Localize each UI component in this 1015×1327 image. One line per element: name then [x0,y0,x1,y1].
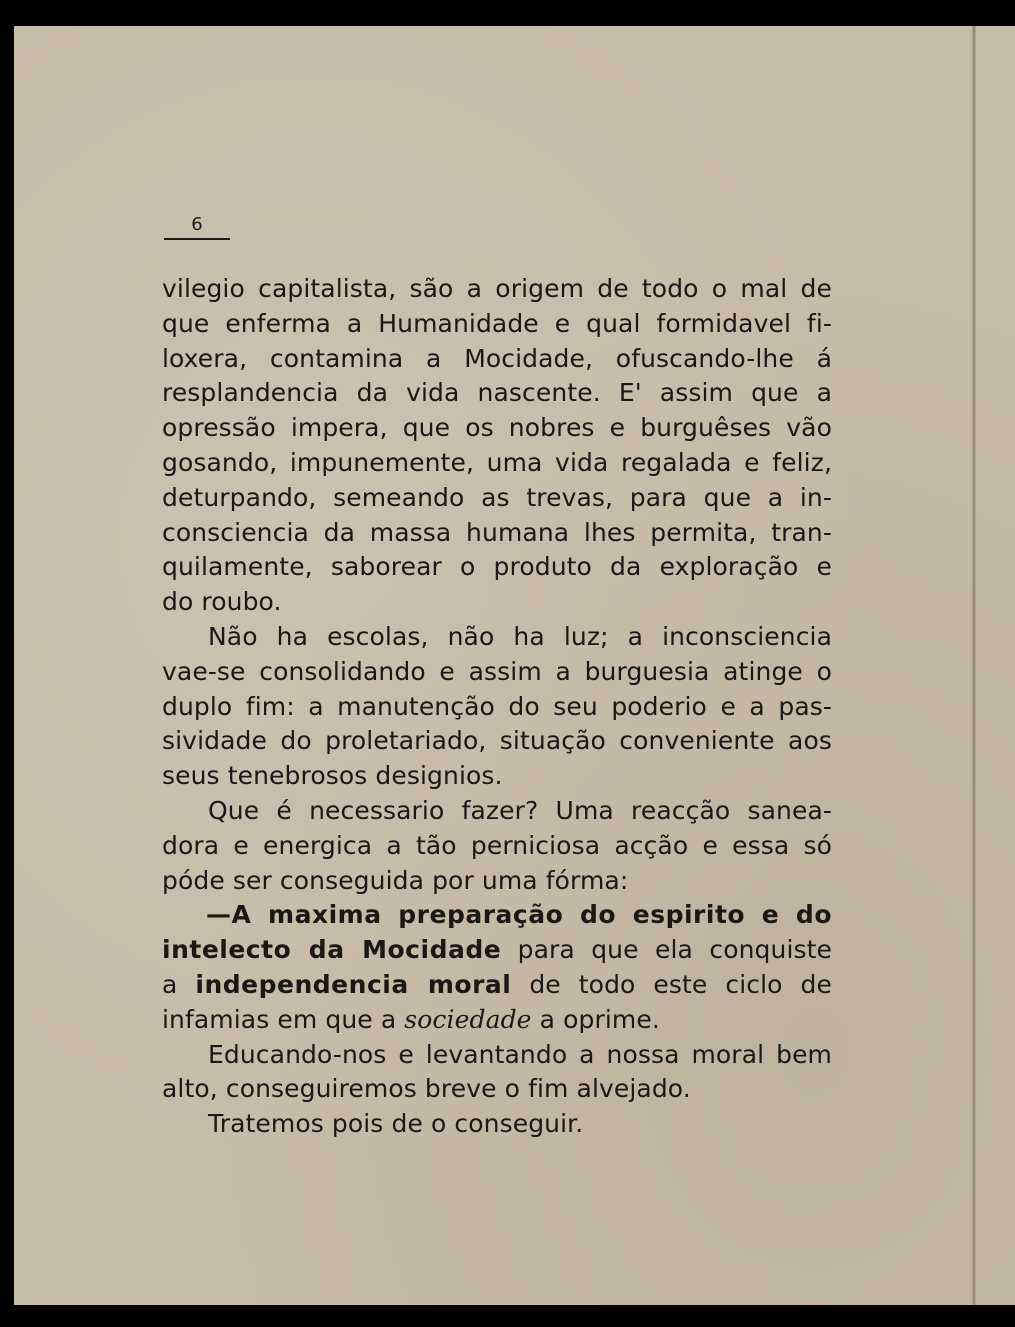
text-fragment: infamias em que a [162,1004,405,1034]
text-line: sividade do proletariado, situação conveniente aos [162,726,832,756]
text-line: dora e energica a tão perniciosa acção e essa só [162,830,832,860]
bold-phrase: independencia moral [195,969,512,999]
text-line: vilegio capitalista, são a origem de todo o mal de [162,274,832,303]
page-number: 6 [164,212,230,240]
text-line: do roubo. [162,587,282,617]
text-line: Tratemos pois de o conseguir. [208,1109,584,1139]
bold-phrase: —A maxima preparação do espirito e do [206,900,832,930]
bold-phrase: intelecto da Mocidade [162,935,502,965]
text-line: que enferma a Humanidade e qual formidavel fi- [162,308,832,338]
italic-word: sociedade [404,1004,532,1034]
text-fragment: a oprime. [531,1004,660,1034]
text-line: loxera, contamina a Mocidade, ofuscando-lhe á [162,343,832,373]
page-gutter [972,26,976,1305]
emphasis-line [162,933,832,968]
body-text [162,272,832,1142]
text-line: póde ser conseguida por uma fórma: [162,865,629,895]
text-fragment: de todo este ciclo de [511,969,833,999]
emphasis-line [162,1003,832,1038]
emphasis-line [162,968,832,1003]
text-line: Não ha escolas, não ha luz; a inconsciencia [208,621,832,651]
text-line: opressão impera, que os nobres e burguêses vão [162,413,832,443]
text-line: vae-se consolidando e assim a burguesia atinge o [162,656,832,686]
text-line: Educando-nos e levantando a nossa moral bem [208,1039,832,1069]
text-line: duplo fim: a manutenção do seu poderio e a pas- [162,691,832,721]
text-line: deturpando, semeando as trevas, para que a in- [162,482,832,512]
text-line: consciencia da massa humana lhes permita, tran- [162,517,832,547]
text-fragment: para que ela conquiste [501,935,832,965]
text-line: gosando, impunemente, uma vida regalada e feliz, [162,447,832,477]
text-line: quilamente, saborear o produto da exploração e [162,552,832,582]
text-fragment: a [162,969,196,999]
text-line: Que é necessario fazer? Uma reacção sanea- [208,795,832,825]
text-line: alto, conseguiremos breve o fim alvejado. [162,1074,691,1104]
text-line: seus tenebrosos designios. [162,761,503,791]
emphasis-line [162,898,832,933]
text-line: resplandencia da vida nascente. E' assim que a [162,378,832,408]
